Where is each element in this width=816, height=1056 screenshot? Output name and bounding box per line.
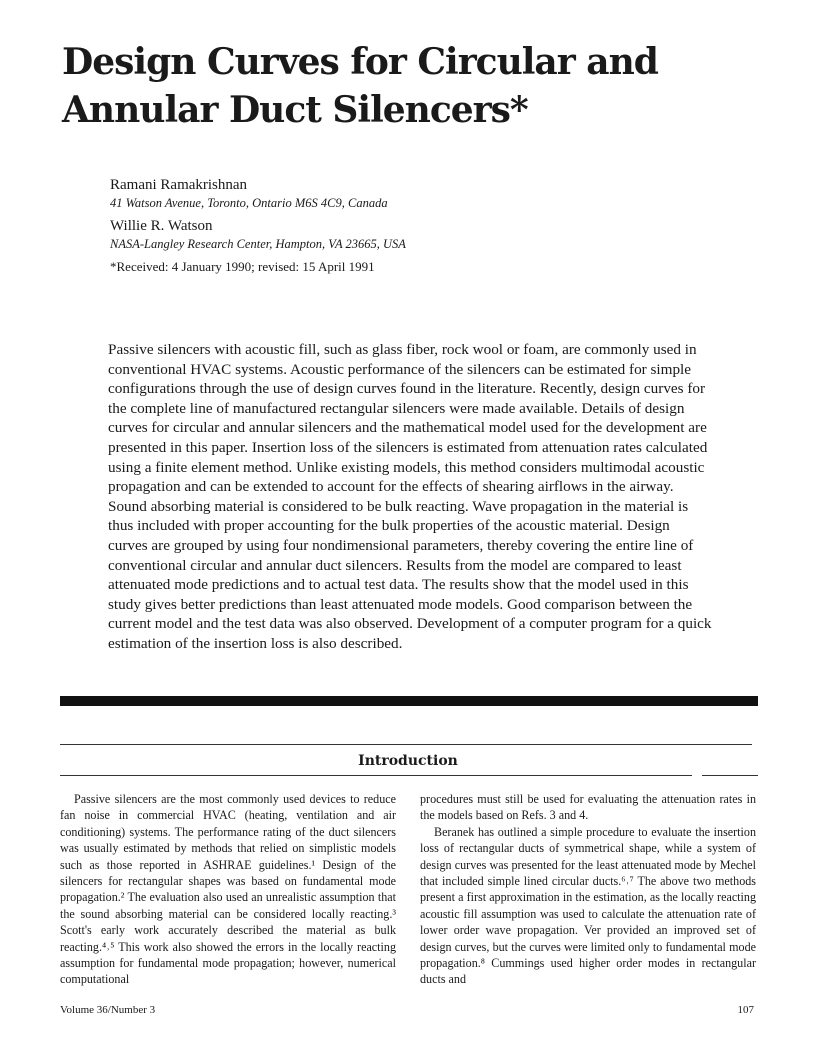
paper-title-line-1: Design Curves for Circular and <box>62 41 658 83</box>
abstract: Passive silencers with acoustic fill, such as glass fiber, rock wool or foam, are commonly used in conventional HVAC systems. Acoustic performance of the silencers can be estimated for simple configurations through the use of design curves found in the literature. Recently, design curves for the complete line of manufactured rectangular silencers were made available. Details of design curves for circular and annular silencers and the mathematical model used for the development are presented in this paper. Insertion loss of the silencers is estimated from attenuation rates calculated using a finite element method. Unlike existing models, this method considers multimodal acoustic propagation and can be extended to account for the effects of shearing airflows in the airway. Sound absorbing material is considered to be bulk reacting. Wave propagation in the material is thus included with proper accounting for the bulk properties of the acoustic material. Design curves are grouped by using four nondimensional parameters, thereby covering the entire line of conventional circular and annular duct silencers. Results from the model are compared to least attenuated mode predictions and to actual test data. The results show that the model used in this study gives better predictions than least attenuated mode models. Good comparison between the current model and the test data was also observed. Development of a computer program for a quick estimation of the insertion loss is also described. <box>108 341 712 652</box>
journal-volume: Volume 36/Number 3 <box>60 1004 156 1016</box>
paper-title-line-2: Annular Duct Silencers* <box>62 89 528 131</box>
body-column-right <box>420 791 756 988</box>
body-paragraph: Passive silencers are the most commonly used devices to reduce fan noise in commercial HVAC (heating, ventilation and air conditioning) systems. The performance rating of the duct silencers was usually estimated by methods that relied on simplistic models such as those reported in ASHRAE guidelines.¹ Design of the silencers for rectangular shapes was based on fundamental mode propagation.² The evaluation also used an unrealistic assumption that the sound absorbing material can be considered locally reacting.³ Scott's early work accurately described the material as bulk reacting.⁴˒⁵ This work also showed the errors in the locally reacting assumption for fundamental mode propagation; however, numerical computational <box>60 792 396 987</box>
body-paragraph: Beranek has outlined a simple procedure to evaluate the insertion loss of rectangular ducts of symmetrical shape, while a system of design curves was presented for the least attenuated mode by Mechel that included simple lined circular ducts.⁶˒⁷ The above two methods present a first approximation in the estimation, as the locally reacting acoustic fill assumption was used to calculate the attenuation rate of lower order wave propagation. Ver provided an improved set of design curves, but the curves were limited only to fundamental mode propagation.⁸ Cummings used higher order modes in rectangular ducts and <box>420 824 756 987</box>
author-name: Willie R. Watson <box>110 218 213 234</box>
heading-rule-bottom-segment <box>702 775 758 776</box>
page-number: 107 <box>737 1004 754 1016</box>
author-affiliation: NASA-Langley Research Center, Hampton, VA 23665, USA <box>110 237 406 251</box>
heading-rule-bottom <box>60 775 692 776</box>
section-divider <box>60 696 758 706</box>
author-affiliation: 41 Watson Avenue, Toronto, Ontario M6S 4C9, Canada <box>110 196 388 210</box>
author-block <box>110 176 710 276</box>
section-heading: Introduction <box>358 753 458 769</box>
author-name: Ramani Ramakrishnan <box>110 177 248 193</box>
received-date: *Received: 4 January 1990; revised: 15 April 1991 <box>110 259 375 274</box>
paper-title <box>62 38 762 134</box>
body-column-left <box>60 791 396 988</box>
body-paragraph: procedures must still be used for evaluating the attenuation rates in the models based on Refs. 3 and 4. <box>420 792 756 823</box>
heading-rule-top <box>60 744 752 745</box>
